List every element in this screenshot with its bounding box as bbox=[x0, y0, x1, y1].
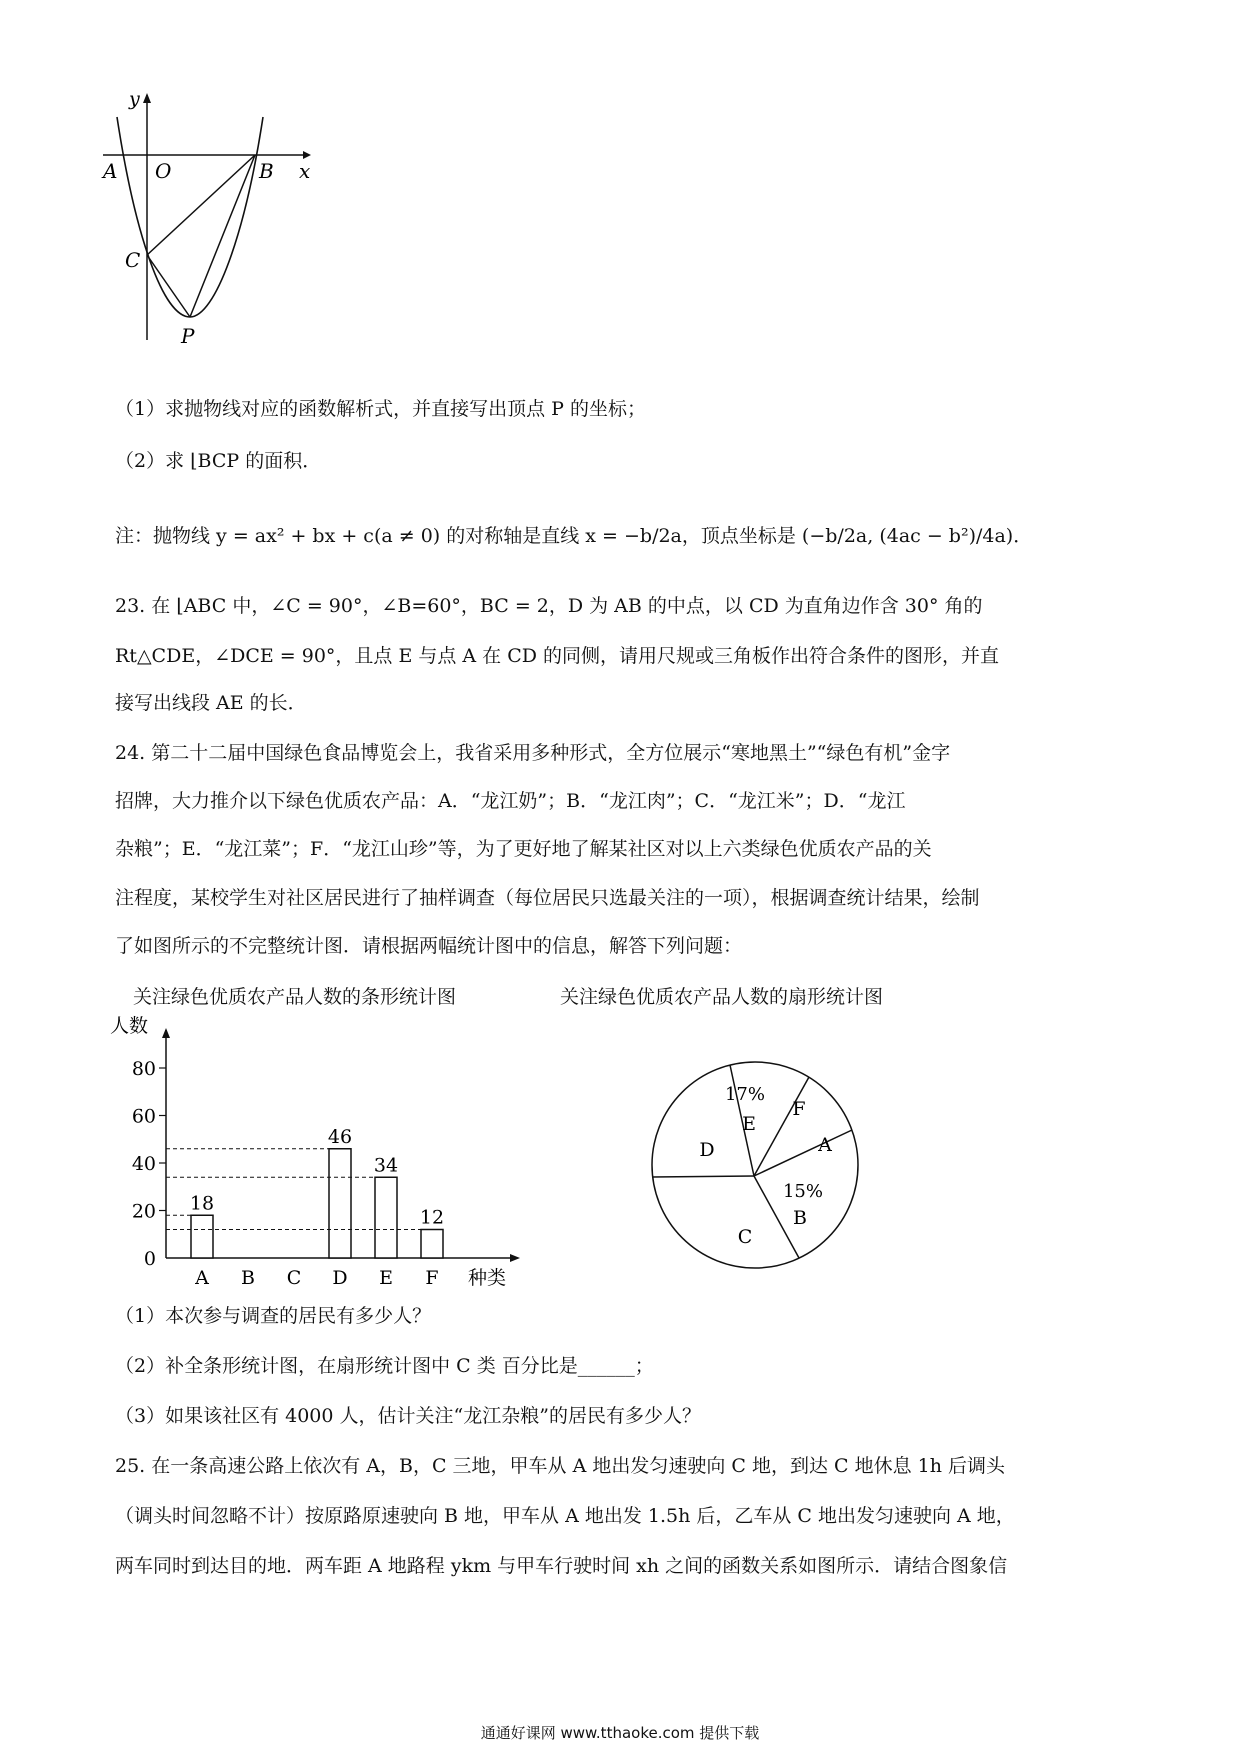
label-y: y bbox=[129, 88, 140, 110]
bar-x-tick-label: E bbox=[379, 1267, 393, 1289]
q24-q1: （1）本次参与调查的居民有多少人？ bbox=[115, 1305, 432, 1327]
bar-y-tick-label: 40 bbox=[131, 1153, 156, 1175]
bar-x-tick-label: F bbox=[425, 1267, 439, 1289]
q25-line2: （调头时间忽略不计）按原路原速驶向 B 地，甲车从 A 地出发 1.5h 后，乙车从 C 地出发匀速驶向 A 地， bbox=[115, 1505, 1015, 1527]
label-c: C bbox=[125, 248, 141, 272]
bar-e bbox=[375, 1177, 397, 1258]
q23-line2: Rt△CDE，∠DCE = 90°，且点 E 与点 A 在 CD 的同侧，请用尺规或三角板作出符合条件的图形，并直 bbox=[115, 645, 1000, 667]
q24-line1: 24. 第二十二届中国绿色食品博览会上，我省采用多种形式，全方位展示“寒地黑土”“绿色有机”金字 bbox=[115, 742, 951, 764]
pie-chart bbox=[645, 1055, 865, 1275]
bar-x-tick-label: D bbox=[332, 1267, 348, 1289]
parabola-curve bbox=[117, 117, 263, 317]
x-axis-arrow bbox=[303, 151, 311, 159]
bar-value-label: 34 bbox=[373, 1154, 399, 1177]
bar-value-label: 12 bbox=[419, 1206, 445, 1229]
q24-line2: 招牌，大力推介以下绿色优质农产品：A．“龙江奶”；B．“龙江肉”；C．“龙江米”；D．“龙江 bbox=[115, 790, 906, 812]
q24-line4: 注程度，某校学生对社区居民进行了抽样调查（每位居民只选最关注的一项），根据调查统计结果，绘制 bbox=[115, 887, 980, 909]
bar-d bbox=[329, 1149, 351, 1258]
bar-y-tick-label: 0 bbox=[143, 1248, 156, 1270]
pie-label-a: A bbox=[818, 1134, 832, 1156]
q25-line1: 25. 在一条高速公路上依次有 A，B，C 三地，甲车从 A 地出发匀速驶向 C 地，到达 C 地休息 1h 后调头 bbox=[115, 1455, 1005, 1477]
pie-label-f: F bbox=[792, 1098, 806, 1120]
y-axis-arrow bbox=[143, 93, 151, 103]
pie-label-e: E bbox=[742, 1113, 756, 1135]
bar-x-label: 种类 bbox=[468, 1267, 507, 1289]
pie-label-d: D bbox=[699, 1139, 715, 1161]
bar-a bbox=[191, 1215, 213, 1258]
bar-y-tick-label: 20 bbox=[131, 1200, 156, 1223]
bar-x-axis-arrow bbox=[510, 1254, 520, 1262]
pie-percent-b: 15% bbox=[782, 1181, 824, 1202]
bar-chart-title: 关注绿色优质农产品人数的条形统计图 bbox=[133, 986, 457, 1008]
q24-line5: 了如图所示的不完整统计图．请根据两幅统计图中的信息，解答下列问题： bbox=[115, 935, 743, 957]
bar-value-label: 46 bbox=[327, 1125, 353, 1148]
pie-percent-e: 17% bbox=[724, 1084, 766, 1105]
bar-y-label: 人数 bbox=[110, 1015, 149, 1037]
q24-line3: 杂粮”；E．“龙江菜”；F．“龙江山珍”等，为了更好地了解某社区对以上六类绿色优质农产品的关 bbox=[115, 838, 932, 860]
q23-line1: 23. 在 ⌊ABC 中，∠C = 90°，∠B=60°，BC = 2，D 为 AB 的中点，以 CD 为直角边作含 30° 角的 bbox=[115, 595, 983, 617]
pie-slice-boundary bbox=[652, 1176, 754, 1177]
parabola-graph bbox=[95, 85, 335, 350]
segment-pb bbox=[190, 155, 255, 317]
label-p: P bbox=[181, 324, 195, 348]
bar-f bbox=[421, 1230, 443, 1259]
q22-part2: （2）求 ⌊BCP 的面积． bbox=[115, 450, 322, 472]
label-o: O bbox=[155, 159, 172, 183]
bar-y-tick-label: 80 bbox=[131, 1058, 156, 1080]
q24-q3: （3）如果该社区有 4000 人，估计关注“龙江杂粮”的居民有多少人？ bbox=[115, 1405, 701, 1427]
q22-part1: （1）求抛物线对应的函数解析式，并直接写出顶点 P 的坐标； bbox=[115, 398, 646, 420]
page-footer: 通通好课网 www.tthaoke.com 提供下载 bbox=[480, 1724, 760, 1742]
q22-note: 注：抛物线 y = ax² + bx + c(a ≠ 0) 的对称轴是直线 x = −b/2a，顶点坐标是 (−b/2a, (4ac − b²)/4a)． bbox=[115, 525, 1033, 547]
label-x: x bbox=[299, 159, 311, 183]
label-a: A bbox=[103, 159, 118, 183]
pie-label-b: B bbox=[793, 1207, 807, 1229]
q24-q2: （2）补全条形统计图，在扇形统计图中 C 类 百分比是______； bbox=[115, 1355, 654, 1377]
pie-chart-title: 关注绿色优质农产品人数的扇形统计图 bbox=[560, 986, 884, 1008]
bar-x-tick-label: C bbox=[286, 1267, 302, 1289]
q25-line3: 两车同时到达目的地．两车距 A 地路程 ykm 与甲车行驶时间 xh 之间的函数关系如图所示．请结合图象信 bbox=[115, 1555, 1008, 1577]
bar-x-tick-label: B bbox=[241, 1267, 255, 1289]
bar-chart bbox=[110, 1008, 530, 1293]
bar-y-tick-label: 60 bbox=[131, 1105, 156, 1128]
label-b: B bbox=[259, 159, 274, 183]
segment-cp bbox=[147, 255, 190, 317]
q23-line3: 接写出线段 AE 的长． bbox=[115, 692, 307, 714]
pie-label-c: C bbox=[737, 1226, 753, 1248]
bar-value-label: 18 bbox=[189, 1192, 215, 1215]
bar-y-axis-arrow bbox=[162, 1028, 170, 1038]
bar-x-tick-label: A bbox=[195, 1267, 209, 1289]
